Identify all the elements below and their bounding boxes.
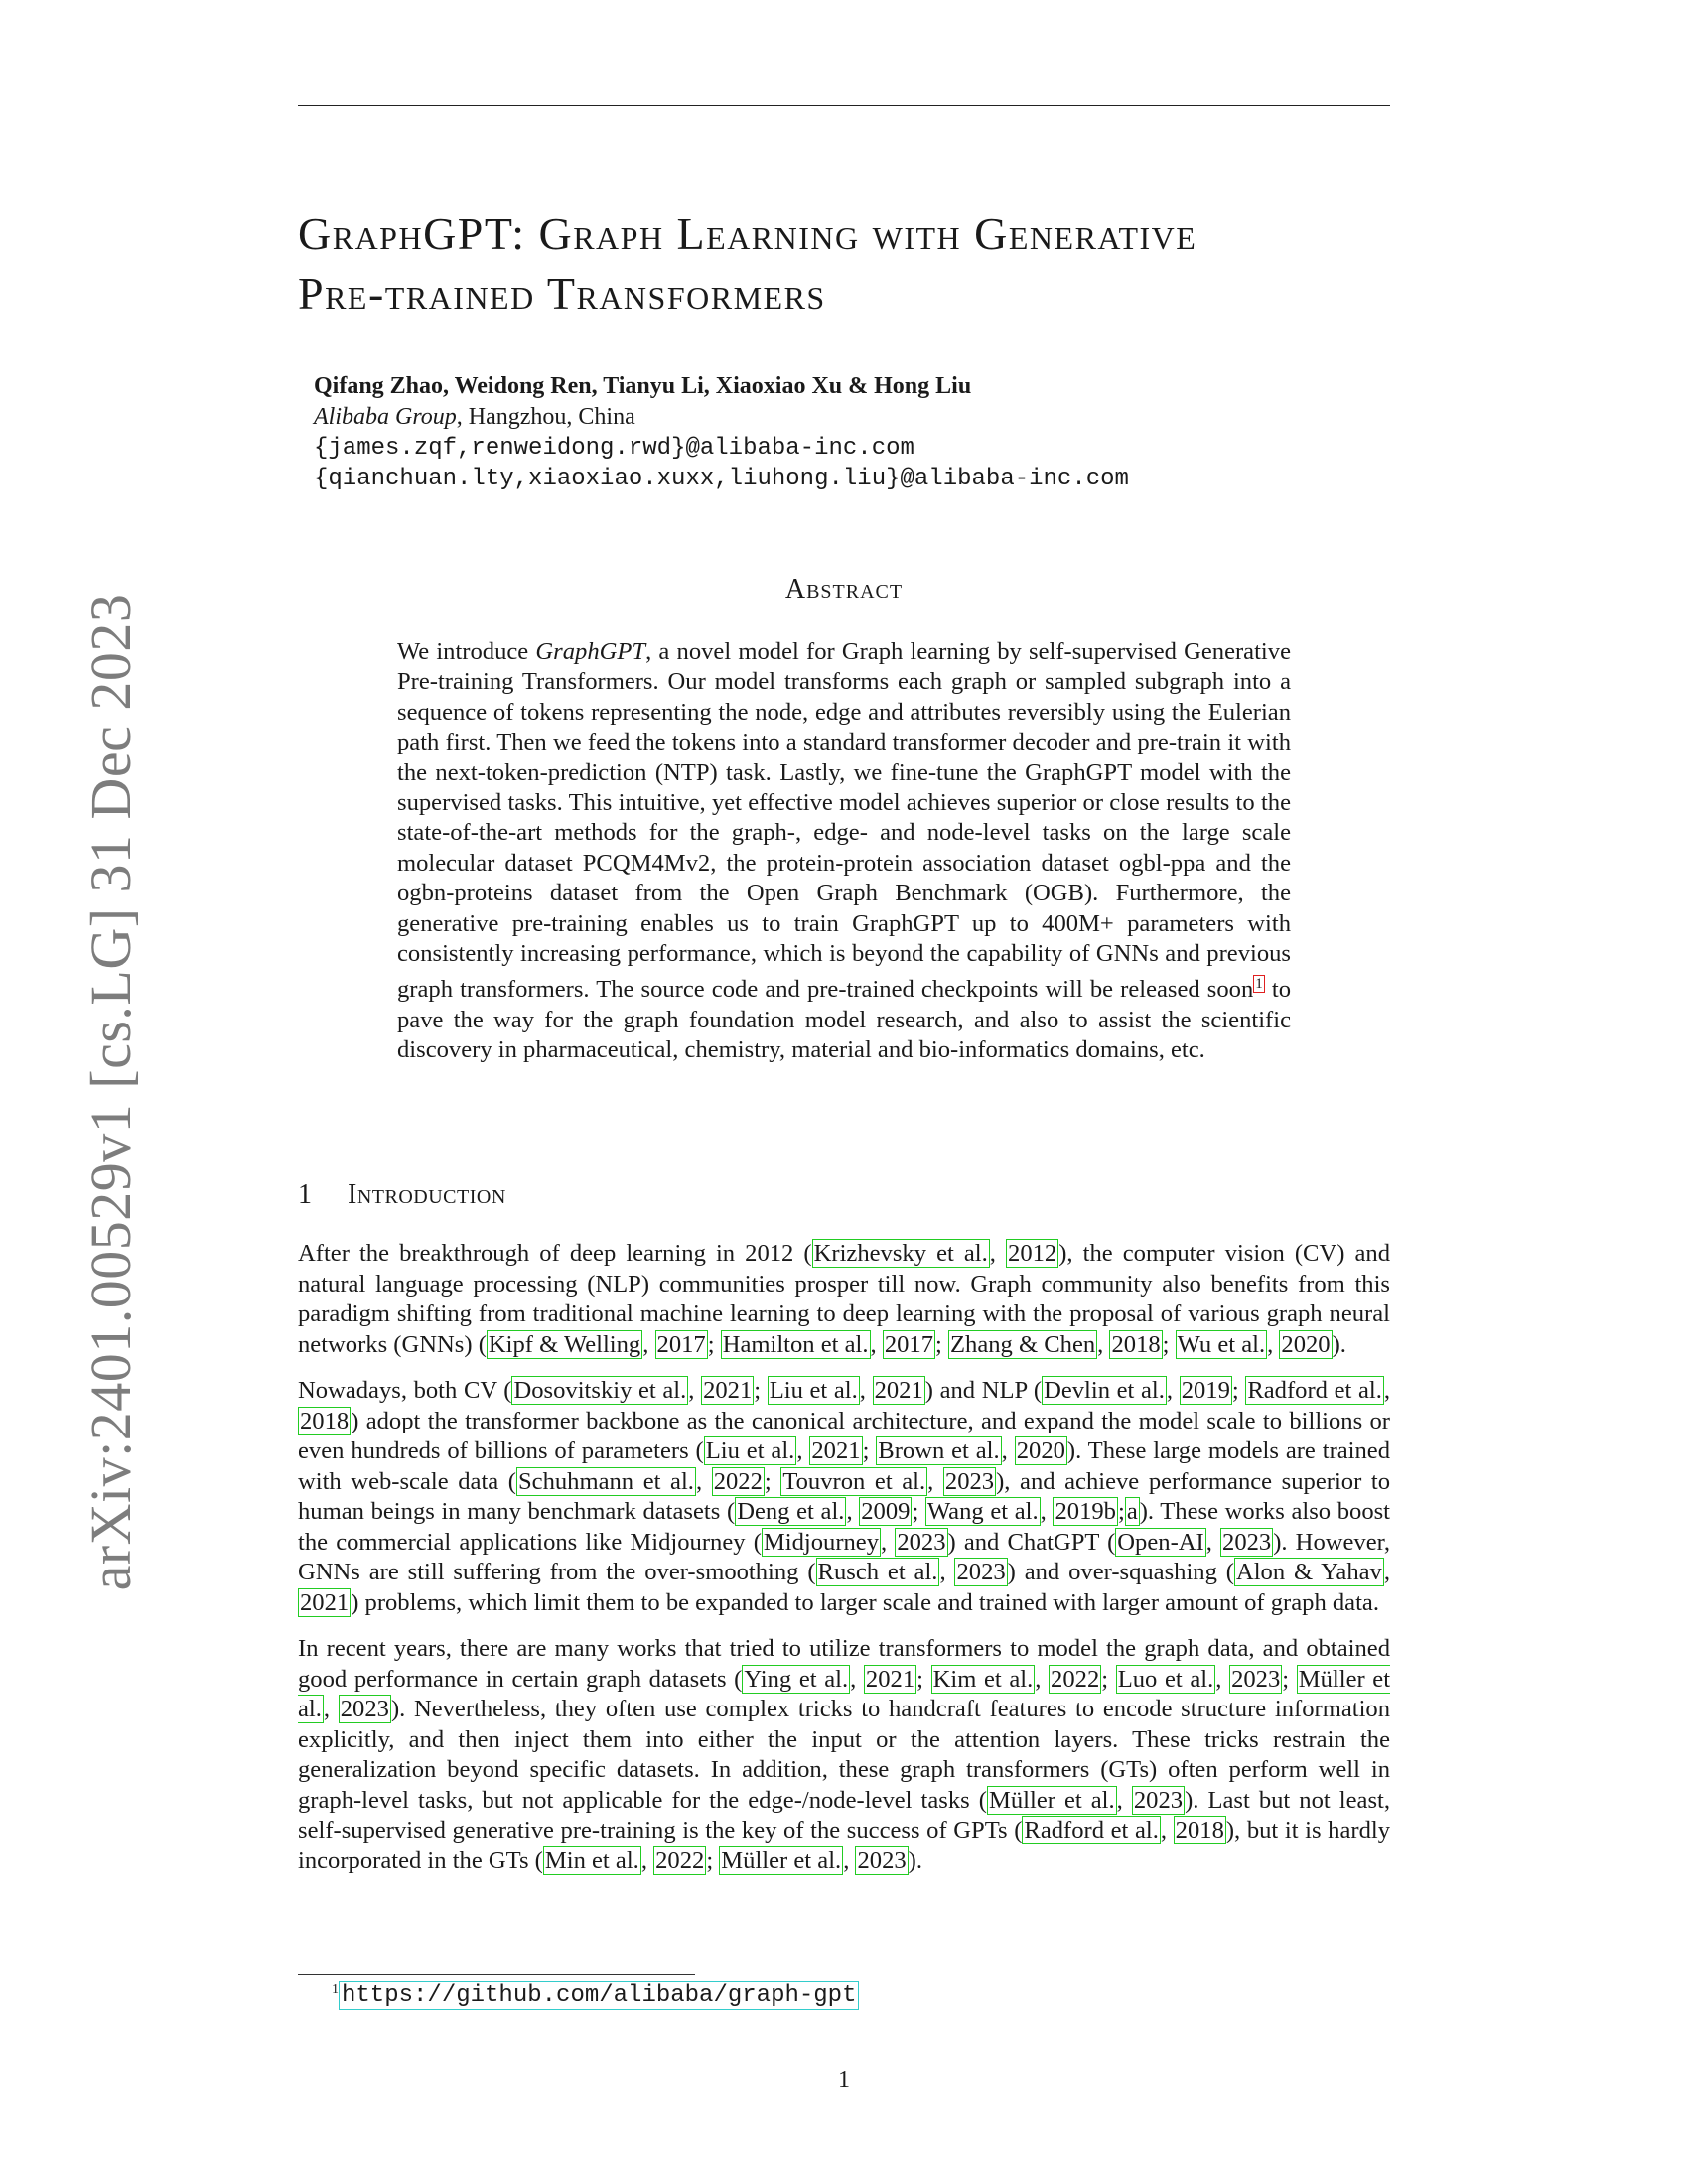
citation-year-link[interactable]: a — [1126, 1498, 1138, 1525]
intro-paragraph-1 — [298, 1239, 1390, 1360]
text-run: ), but it is hardly incorporated in the GTs ( — [298, 1817, 1390, 1874]
separator: , — [1116, 1786, 1132, 1814]
footnote — [332, 1981, 859, 2009]
citation-link[interactable]: Open-AI — [1117, 1528, 1204, 1556]
separator: , — [688, 1377, 702, 1404]
citation-year-link[interactable]: 2023 — [897, 1528, 946, 1556]
title-line-1: GraphGPT: Graph Learning with Generative — [298, 208, 1197, 259]
separator: ; — [1162, 1330, 1176, 1358]
citation-year-link[interactable]: 2023 — [1133, 1786, 1184, 1814]
model-name: GraphGPT — [535, 638, 646, 665]
separator: ; — [1231, 1377, 1246, 1404]
abstract-text-start: We introduce — [397, 638, 536, 665]
text-run: Nowadays, both CV ( — [298, 1377, 512, 1404]
text-run: ), and achieve performance superior to human beings in many benchmark datasets ( — [298, 1467, 1390, 1525]
citation-year-link[interactable]: 2018 — [1111, 1330, 1161, 1358]
citation-year-link[interactable]: 2019b — [1055, 1498, 1116, 1525]
citation-link[interactable]: Radford et al. — [1247, 1377, 1382, 1404]
citation-link[interactable]: Zhang & Chen — [950, 1330, 1096, 1358]
citation-year-link[interactable]: 2017 — [884, 1330, 934, 1358]
separator: ; — [916, 1665, 931, 1693]
header-rule — [298, 105, 1390, 106]
citation-link[interactable]: Devlin et al. — [1044, 1377, 1165, 1404]
page-number: 1 — [838, 2067, 850, 2093]
abstract-heading: Abstract — [784, 574, 904, 605]
text-run: ) and over-squashing ( — [1007, 1559, 1234, 1585]
text-run: ). These works also boost the commercial applications like Midjourney ( — [298, 1498, 1391, 1556]
citation-year-link[interactable]: 2012 — [1008, 1240, 1057, 1267]
citation-year-link[interactable]: 2019 — [1181, 1377, 1230, 1404]
citation-year-link[interactable]: 2021 — [865, 1665, 915, 1693]
separator: ; — [754, 1377, 768, 1404]
citation-year-link[interactable]: 2023 — [340, 1696, 389, 1722]
separator: , — [859, 1377, 873, 1404]
separator: , — [870, 1330, 883, 1358]
citation-year-link[interactable]: 2021 — [300, 1588, 350, 1616]
citation-link[interactable]: Brown et al. — [878, 1437, 1000, 1464]
citation-link[interactable]: Deng et al. — [737, 1498, 845, 1525]
separator: , — [1205, 1528, 1221, 1556]
citation-year-link[interactable]: 2018 — [300, 1407, 350, 1434]
citation-link[interactable]: Wu et al. — [1177, 1330, 1266, 1358]
citation-link[interactable]: Ying et al. — [744, 1665, 849, 1693]
separator: , — [642, 1330, 655, 1358]
affiliation — [314, 402, 1307, 433]
citation-link[interactable]: Hamilton et al. — [722, 1330, 869, 1358]
separator: ; — [912, 1498, 925, 1525]
title-line-2: Pre-trained Transformers — [298, 268, 826, 319]
citation-year-link[interactable]: 2020 — [1016, 1437, 1065, 1464]
footnote-mark: 1 — [332, 1982, 339, 1997]
citation-year-link[interactable]: 2021 — [703, 1377, 753, 1404]
citation-link[interactable]: Kipf & Welling — [488, 1330, 641, 1358]
citation-year-link[interactable]: 2017 — [656, 1330, 706, 1358]
separator: , — [640, 1846, 654, 1874]
author-names: Qifang Zhao, Weidong Ren, Tianyu Li, Xiaoxiao Xu & Hong Liu — [314, 373, 972, 399]
citation-link[interactable]: Liu et al. — [705, 1437, 795, 1464]
text-run: ), the computer vision (CV) and natural language processing (NLP) communities prosper till now. Graph community also benefits from this paradigm shifting from traditional machine learning to deep learning with the proposal of various graph neural networks (GNNs) ( — [298, 1240, 1390, 1358]
email-line-1: {james.zqf,renweidong.rwd}@alibaba-inc.com — [314, 435, 914, 462]
citation-link[interactable]: Luo et al. — [1117, 1665, 1214, 1693]
citation-year-link[interactable]: 2022 — [713, 1467, 763, 1495]
separator: , — [1001, 1437, 1015, 1464]
separator: ; — [706, 1846, 720, 1874]
citation-link[interactable]: Radford et al. — [1024, 1817, 1159, 1843]
section-number: 1 — [298, 1179, 313, 1210]
introduction-body — [298, 1239, 1390, 1892]
separator: , — [1215, 1665, 1230, 1693]
citation-year-link[interactable]: 2020 — [1281, 1330, 1331, 1358]
text-run: ). — [908, 1846, 923, 1874]
text-run: ). However, GNNs are still suffering from the over-smoothing ( — [298, 1528, 1390, 1585]
intro-paragraph-2 — [298, 1376, 1390, 1618]
citation-year-link[interactable]: 2023 — [944, 1467, 995, 1495]
citation-link[interactable]: Müller et al. — [988, 1786, 1115, 1814]
text-run: After the breakthrough of deep learning in 2012 ( — [298, 1240, 812, 1267]
separator: , — [1383, 1377, 1391, 1404]
text-run: ) problems, which limit them to be expanded to larger scale and trained with larger amount of graph data. — [351, 1588, 1379, 1616]
text-run: ). — [1332, 1330, 1346, 1358]
separator: , — [846, 1498, 860, 1525]
text-run: ) and NLP ( — [924, 1377, 1043, 1404]
citation-link[interactable]: Müller et al. — [721, 1846, 842, 1874]
footnote-rule — [298, 1974, 695, 1975]
paper-title — [298, 205, 1400, 324]
citation-link[interactable]: Müller et al. — [298, 1665, 1391, 1722]
author-block — [314, 371, 1307, 494]
citation-link[interactable]: Midjourney — [763, 1528, 880, 1556]
abstract-text-end: to pave the way for the graph foundation model research, and also to assist the scientific discovery in pharmaceutical, chemistry, material and bio-informatics domains, etc. — [397, 976, 1292, 1064]
github-url-link[interactable]: https://github.com/alibaba/graph-gpt — [339, 1981, 859, 2010]
separator: , — [989, 1240, 1007, 1267]
arxiv-identifier-stamp: arXiv:2401.00529v1 [cs.LG] 31 Dec 2023 — [78, 593, 143, 1591]
citation-year-link[interactable]: 2021 — [874, 1377, 923, 1404]
citation-year-link[interactable]: 2023 — [956, 1559, 1006, 1585]
email-line-2: {qianchuan.lty,xiaoxiao.xuxx,liuhong.liu}@alibaba-inc.com — [314, 466, 1129, 492]
separator: ; — [707, 1330, 721, 1358]
separator: , — [1035, 1665, 1050, 1693]
separator: ; — [764, 1467, 781, 1495]
text-run: ). These large models are trained with web-scale data ( — [298, 1437, 1391, 1495]
citation-link[interactable]: Krizhevsky et al. — [813, 1240, 988, 1267]
abstract-text-middle: , a novel model for Graph learning by self-supervised Generative Pre-training Transformers. Our model transforms each graph or sampled subgraph into a sequence of tokens representing the node, edge and attributes reversibly using the Eulerian path first. Then we feed the tokens into a standard transformer decoder and pre-train it with the next-token-prediction (NTP) task. Lastly, we fine-tune the GraphGPT model with the supervised tasks. This intuitive, yet effective model achieves superior or close results to the state-of-the-art methods for the graph-, edge- and node-level tasks on the large scale molecular dataset PCQM4Mv2, the protein-protein association dataset ogbl-ppa and the ogbn-proteins dataset from the Open Graph Benchmark (OGB). Furthermore, the generative pre-training enables us to train GraphGPT up to 400M+ parameters with consistently increasing performance, which is beyond the capability of GNNs and previous graph transformers. The source code and pre-trained checkpoints will be released soon — [397, 638, 1291, 1004]
abstract-text — [397, 637, 1291, 1066]
affiliation-location: , Hangzhou, China — [456, 404, 635, 430]
separator: , — [927, 1467, 943, 1495]
separator: , — [850, 1665, 864, 1693]
text-run: ) adopt the transformer backbone as the canonical architecture, and expand the model scale to billions or even hundreds of billions of parameters ( — [298, 1407, 1390, 1464]
separator: , — [1160, 1817, 1174, 1843]
separator: , — [1267, 1330, 1280, 1358]
citation-year-link[interactable]: 2023 — [1222, 1528, 1272, 1556]
separator: , — [939, 1559, 955, 1585]
citation-year-link[interactable]: 2022 — [1051, 1665, 1100, 1693]
separator: ; — [935, 1330, 948, 1358]
citation-link[interactable]: Wang et al. — [926, 1498, 1039, 1525]
citation-year-link[interactable]: 2022 — [655, 1846, 705, 1874]
citation-link[interactable]: Liu et al. — [769, 1377, 858, 1404]
separator: ; — [1117, 1498, 1125, 1525]
text-run: In recent years, there are many works that tried to utilize transformers to model the graph data, and obtained good performance in certain graph datasets ( — [298, 1635, 1390, 1693]
separator: , — [323, 1696, 339, 1722]
separator: , — [1166, 1377, 1180, 1404]
citation-link[interactable]: Rusch et al. — [817, 1559, 938, 1585]
citation-link[interactable]: Touvron et al. — [782, 1467, 926, 1495]
separator: , — [796, 1437, 810, 1464]
citation-year-link[interactable]: 2023 — [857, 1846, 907, 1874]
citation-link[interactable]: Min et al. — [544, 1846, 639, 1874]
affiliation-org: Alibaba Group — [314, 404, 457, 430]
citation-year-link[interactable]: 2023 — [1231, 1665, 1281, 1693]
intro-paragraph-3 — [298, 1634, 1390, 1876]
separator: , — [1383, 1559, 1390, 1585]
citation-year-link[interactable]: 2009 — [861, 1498, 911, 1525]
section-heading-introduction — [298, 1179, 506, 1211]
citation-year-link[interactable]: 2018 — [1175, 1817, 1224, 1843]
section-title: Introduction — [348, 1179, 506, 1210]
text-run: ) and ChatGPT ( — [947, 1528, 1116, 1556]
separator: , — [695, 1467, 712, 1495]
citation-link[interactable]: Dosovitskiy et al. — [513, 1377, 687, 1404]
separator: , — [881, 1528, 896, 1556]
citation-link[interactable]: Schuhmann et al. — [517, 1467, 694, 1495]
separator: , — [1097, 1330, 1110, 1358]
separator: ; — [862, 1437, 877, 1464]
citation-year-link[interactable]: 2021 — [811, 1437, 861, 1464]
separator: , — [843, 1846, 856, 1874]
citation-link[interactable]: Alon & Yahav — [1235, 1559, 1382, 1585]
footnote-ref-link[interactable]: 1 — [1255, 976, 1263, 993]
text-run: ). Nevertheless, they often use complex tricks to handcraft features to encode structure information explicitly, and then inject them into either the input or the attention layers. These tricks restrain the generalization beyond specific datasets. In addition, these graph transformers (GTs) often perform well in graph-level tasks, but not applicable for the edge-/node-level tasks ( — [298, 1696, 1391, 1814]
separator: ; — [1282, 1665, 1297, 1693]
separator: , — [1040, 1498, 1054, 1525]
citation-link[interactable]: Kim et al. — [932, 1665, 1034, 1693]
text-run: ). Last but not least, self-supervised generative pre-training is the key of the success of GPTs ( — [298, 1786, 1390, 1843]
separator: ; — [1101, 1665, 1116, 1693]
